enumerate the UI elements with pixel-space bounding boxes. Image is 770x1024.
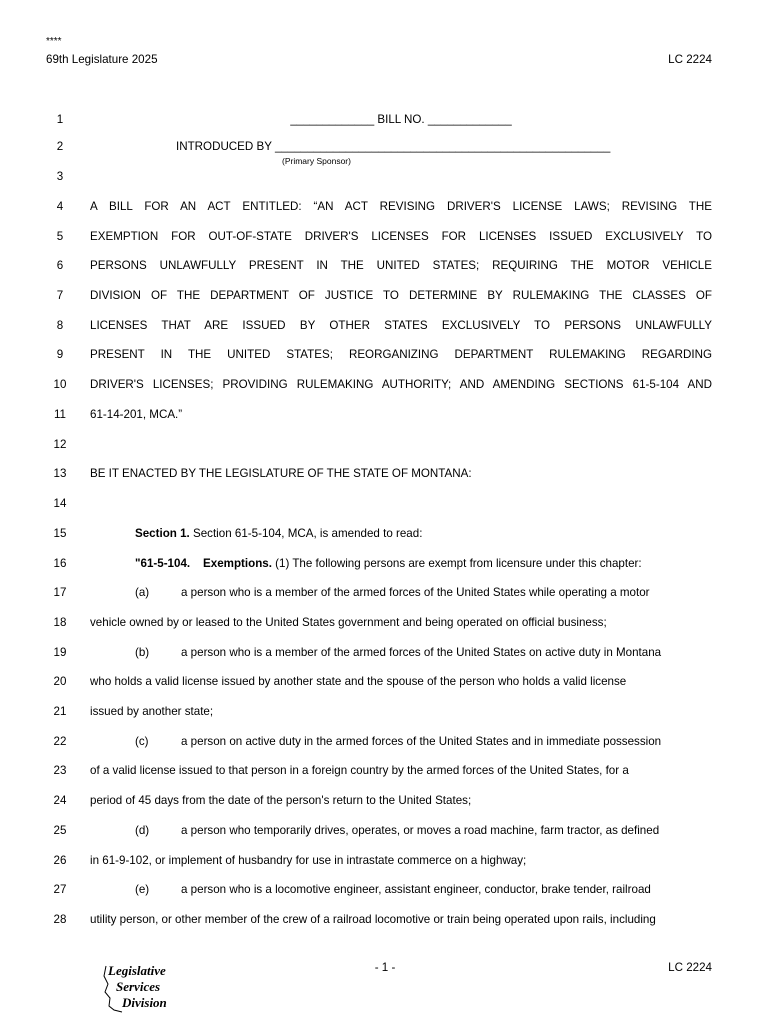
bill-line-7: [0, 287, 770, 305]
bill-line-15: [0, 525, 770, 543]
line-number: 21: [53, 705, 67, 718]
bill-line-10: [0, 376, 770, 394]
header-stars: ****: [46, 36, 62, 47]
subsection-label: (e): [135, 883, 150, 896]
bill-line-27: [0, 881, 770, 899]
line-number: 15: [53, 527, 67, 540]
header-lc-number: LC 2224: [668, 53, 712, 66]
bill-line-26: [0, 852, 770, 870]
body-text: in 61-9-102, or implement of husbandry for use in intrastate commerce on a highway;: [90, 854, 527, 867]
line-number: 1: [56, 113, 64, 126]
line-number: 9: [56, 348, 64, 361]
subsection-label: (b): [135, 646, 150, 659]
section-catchline: [135, 555, 642, 573]
bill-line-16: [0, 555, 770, 573]
line-number: 22: [53, 735, 67, 748]
bill-line-18: [0, 614, 770, 632]
line-number: 25: [53, 824, 67, 837]
title-text: LICENSES THAT ARE ISSUED BY OTHER STATES EXCLUSIVELY TO PERSONS UNLAWFULLY: [90, 319, 712, 332]
bill-line-6: [0, 257, 770, 275]
line-number: 24: [53, 794, 67, 807]
bill-line-4: [0, 198, 770, 216]
subsection-text: a person who is a member of the armed forces of the United States while operating a motor: [181, 586, 650, 599]
bill-line-12: [0, 436, 770, 454]
bill-line-19: [0, 644, 770, 662]
bill-line-25: [0, 822, 770, 840]
logo-word-division: Division: [122, 995, 167, 1010]
bill-line-21: [0, 703, 770, 721]
bill-line-1: [0, 111, 770, 129]
bill-line-2: [0, 138, 770, 156]
subsection-label: (d): [135, 824, 150, 837]
title-text: PRESENT IN THE UNITED STATES; REORGANIZING DEPARTMENT RULEMAKING REGARDING: [90, 348, 712, 361]
line-number: 10: [53, 378, 67, 391]
page-number: - 1 -: [374, 961, 396, 974]
bill-line-11: [0, 406, 770, 424]
bill-line-23: [0, 762, 770, 780]
line-number: 18: [53, 616, 67, 629]
line-number: 23: [53, 764, 67, 777]
line-number: 27: [53, 883, 67, 896]
bill-line-28: [0, 911, 770, 929]
subsection-d: [135, 822, 712, 840]
line-number: 3: [56, 170, 64, 183]
section-heading: [135, 525, 422, 543]
line-number: 16: [53, 557, 67, 570]
subsection-a: [135, 584, 712, 602]
line-number: 7: [56, 289, 64, 302]
title-text: 61-14-201, MCA.”: [90, 408, 183, 421]
subsection-text: a person who is a locomotive engineer, assistant engineer, conductor, brake tender, railroad: [181, 883, 651, 896]
header-legislature: 69th Legislature 2025: [46, 53, 158, 66]
line-number: 4: [56, 200, 64, 213]
body-text: vehicle owned by or leased to the United States government and being operated on official business;: [90, 616, 607, 629]
body-text: utility person, or other member of the crew of a railroad locomotive or train being operated upon rails, including: [90, 913, 656, 926]
primary-sponsor-note: (Primary Sponsor): [282, 156, 351, 166]
body-text: of a valid license issued to that person in a foreign country by the armed forces of the United States, for a: [90, 764, 629, 777]
bill-line-24: [0, 792, 770, 810]
introduced-by: INTRODUCED BY ____________________________________________________: [176, 140, 611, 153]
title-text: DRIVER'S LICENSES; PROVIDING RULEMAKING AUTHORITY; AND AMENDING SECTIONS 61-5-104 AND: [90, 378, 712, 391]
subsection-text: a person who is a member of the armed forces of the United States on active duty in Montana: [181, 646, 662, 659]
subsection-label: (a): [135, 586, 150, 599]
section-text: (1) The following persons are exempt from licensure under this chapter:: [271, 557, 642, 570]
body-text: who holds a valid license issued by another state and the spouse of the person who holds a valid license: [90, 675, 627, 688]
footer-lc-number: LC 2224: [668, 961, 712, 974]
line-number: 6: [56, 259, 64, 272]
enacting-clause: BE IT ENACTED BY THE LEGISLATURE OF THE STATE OF MONTANA:: [90, 467, 472, 480]
line-number: 13: [53, 467, 67, 480]
bill-line-13: [0, 465, 770, 483]
title-text: EXEMPTION FOR OUT-OF-STATE DRIVER'S LICENSES FOR LICENSES ISSUED EXCLUSIVELY TO: [90, 230, 712, 243]
subsection-label: (c): [135, 735, 149, 748]
body-text: issued by another state;: [90, 705, 214, 718]
line-number: 12: [53, 438, 67, 451]
bill-line-5: [0, 228, 770, 246]
logo-word-services: Services: [116, 979, 161, 994]
body-text: period of 45 days from the date of the person's return to the United States;: [90, 794, 472, 807]
bill-line-8: [0, 317, 770, 335]
line-number: 26: [53, 854, 67, 867]
line-number: 11: [53, 408, 67, 421]
line-number: 2: [56, 140, 64, 153]
bill-number-blank: _____________ BILL NO. _____________: [290, 113, 512, 126]
section-text: Section 61-5-104, MCA, is amended to read:: [189, 527, 423, 540]
line-number: 8: [56, 319, 64, 332]
line-number: 19: [53, 646, 67, 659]
subsection-e: [135, 881, 712, 899]
bill-line-14: [0, 495, 770, 513]
bill-line-22: [0, 733, 770, 751]
title-text: PERSONS UNLAWFULLY PRESENT IN THE UNITED STATES; REQUIRING THE MOTOR VEHICLE: [90, 259, 712, 272]
line-number: 28: [53, 913, 67, 926]
section-catchline-label: "61-5-104. Exemptions.: [135, 557, 272, 570]
bill-line-3: [0, 168, 770, 186]
line-number: 5: [56, 230, 64, 243]
line-number: 17: [53, 586, 67, 599]
bill-line-20: [0, 673, 770, 691]
title-text: DIVISION OF THE DEPARTMENT OF JUSTICE TO DETERMINE BY RULEMAKING THE CLASSES OF: [90, 289, 712, 302]
bill-line-17: [0, 584, 770, 602]
subsection-c: [135, 733, 712, 751]
subsection-text: a person on active duty in the armed forces of the United States and in immediate possession: [181, 735, 662, 748]
section-label: Section 1.: [135, 527, 190, 540]
logo-word-legislative: Legislative: [108, 963, 166, 978]
title-text: A BILL FOR AN ACT ENTITLED: “AN ACT REVISING DRIVER'S LICENSE LAWS; REVISING THE: [90, 200, 712, 213]
line-number: 20: [53, 675, 67, 688]
subsection-b: [135, 644, 712, 662]
subsection-text: a person who temporarily drives, operates, or moves a road machine, farm tractor, as defined: [181, 824, 660, 837]
line-number: 14: [53, 497, 67, 510]
bill-line-9: [0, 346, 770, 364]
